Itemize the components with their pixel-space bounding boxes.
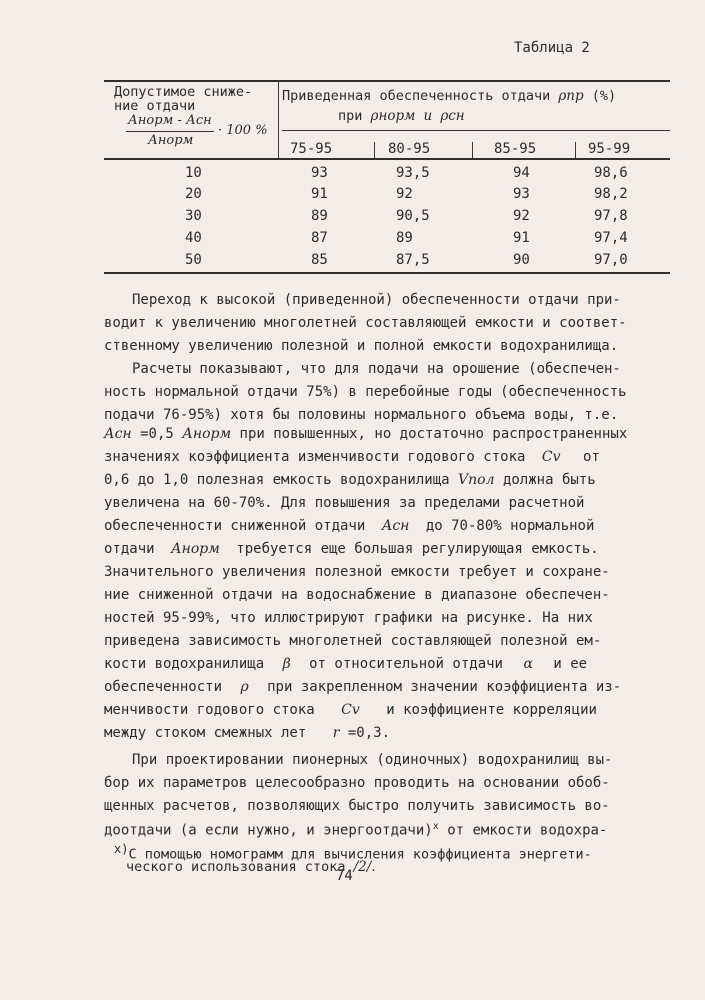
text-fragment: при повышенных, но достаточно распространенных — [239, 426, 628, 442]
header-reduction-line2: ние отдачи — [114, 98, 196, 114]
text-fragment: обеспеченности — [104, 679, 223, 695]
text-fragment: кости водохранилища — [104, 656, 265, 672]
text-line: подачи 76-95%) хотя бы половины нормального объема воды, т.е. — [104, 407, 619, 423]
table-header-bottom-rule — [104, 158, 670, 160]
subcolumn-header-3: 85-95 — [494, 141, 537, 157]
text-line — [104, 449, 600, 465]
text-line — [104, 725, 390, 741]
row-value-95-99: 97,8 — [594, 208, 628, 224]
text-fragment: от емкости водохра- — [447, 822, 608, 839]
table-caption: Таблица 2 — [514, 40, 590, 56]
row-value-95-99: 97,4 — [594, 230, 628, 246]
subcolumn-header-2: 80-95 — [388, 141, 431, 157]
subcolumn-divider-3 — [575, 142, 576, 158]
cv-symbol: Сv — [541, 449, 561, 465]
row-value-75-95: 87 — [311, 230, 328, 246]
text-fragment: должна быть — [502, 472, 596, 488]
header-and-label: и — [423, 108, 433, 124]
text-fragment: обеспеченности сниженной отдачи — [104, 518, 366, 534]
rho-symbol: ρ — [240, 679, 249, 695]
text-fragment: от — [582, 449, 600, 465]
page-number: 74 — [336, 868, 353, 884]
row-value-80-95: 87,5 — [396, 252, 430, 268]
text-line: ность нормальной отдачи 75%) в перебойные годы (обеспеченность — [104, 384, 627, 400]
header-reliability-text: Приведенная обеспеченность отдачи — [282, 88, 551, 104]
text-line: бор их параметров целесообразно проводить на основании обоб- — [104, 775, 610, 791]
row-value-85-95: 94 — [513, 165, 530, 181]
row-reduction: 10 — [185, 165, 202, 181]
text-fragment: =0,5 — [140, 426, 174, 442]
row-value-75-95: 89 — [311, 208, 328, 224]
text-line: ностей 95-99%, что иллюстрируют графики на рисунке. На них — [104, 610, 593, 626]
text-line: увеличена на 60-70%. Для повышения за пределами расчетной — [104, 495, 585, 511]
footnote-text: С помощью номограмм для вычисления коэффициента энергети- — [128, 846, 592, 863]
row-value-80-95: 92 — [396, 186, 413, 202]
text-fragment: отдачи — [104, 541, 155, 557]
text-line: водит к увеличению многолетней составляющей емкости и соответ- — [104, 315, 627, 331]
footnote-mark: x — [432, 821, 439, 832]
beta-symbol: β — [282, 656, 291, 672]
header-at-label: при — [338, 108, 363, 124]
row-value-85-95: 90 — [513, 252, 530, 268]
text-fragment: до 70-80% нормальной — [425, 518, 595, 534]
alpha-symbol: α — [523, 656, 533, 672]
table-bottom-rule — [104, 272, 670, 274]
row-value-80-95: 93,5 — [396, 165, 430, 181]
text-line — [104, 541, 599, 557]
subcolumn-header-1: 75-95 — [290, 141, 333, 157]
row-value-95-99: 98,2 — [594, 186, 628, 202]
subcolumn-header-4: 95-99 — [588, 141, 631, 157]
text-line — [104, 821, 607, 839]
text-line — [104, 656, 587, 672]
rho-pr-symbol: ρпр — [558, 88, 584, 104]
text-fragment: менчивости годового стока — [104, 702, 315, 718]
footnote-reference: /2/. — [353, 859, 376, 875]
header-reliability-title — [282, 88, 616, 104]
text-fragment: доотдачи (а если нужно, и энергоотдачи) — [104, 822, 433, 839]
row-value-80-95: 90,5 — [396, 208, 430, 224]
text-fragment: требуется еще большая регулирующая емкость. — [236, 541, 599, 557]
table-top-rule — [104, 80, 670, 82]
text-line — [104, 679, 621, 695]
a-norm-symbol: Анорм — [182, 426, 232, 442]
formula-fraction-bar — [126, 131, 214, 132]
header-reliability-unit: (%) — [591, 88, 617, 104]
header-reduction-formula-numerator: Анорм - Асн — [128, 113, 212, 128]
row-value-95-99: 97,0 — [594, 252, 628, 268]
text-line: Переход к высокой (приведенной) обеспеченности отдачи при- — [132, 292, 621, 308]
row-value-85-95: 93 — [513, 186, 530, 202]
text-fragment: значениях коэффициента изменчивости годового стока — [104, 449, 526, 465]
text-line: Значительного увеличения полезной емкости требует и сохране- — [104, 564, 610, 580]
row-value-75-95: 91 — [311, 186, 328, 202]
r-symbol: r — [332, 725, 340, 741]
header-reliability-subtitle — [338, 108, 465, 124]
rho-sn-symbol: ρсн — [440, 108, 465, 124]
subcolumn-divider-1 — [374, 142, 375, 158]
row-reduction: 30 — [185, 208, 202, 224]
text-line — [104, 472, 596, 488]
row-value-80-95: 89 — [396, 230, 413, 246]
row-reduction: 40 — [185, 230, 202, 246]
text-line: Расчеты показывают, что для подачи на орошение (обеспечен- — [132, 361, 621, 377]
text-fragment: при закрепленном значении коэффициента из- — [267, 679, 622, 695]
row-value-95-99: 98,6 — [594, 165, 628, 181]
a-sn-symbol: Асн — [381, 518, 410, 534]
text-line: При проектировании пионерных (одиночных) водохранилищ вы- — [132, 752, 613, 768]
text-line — [104, 702, 597, 718]
text-line: ственному увеличению полезной и полной емкости водохранилища. — [104, 338, 619, 354]
row-value-85-95: 92 — [513, 208, 530, 224]
text-line: щенных расчетов, позволяющих быстро получить зависимость во- — [104, 798, 610, 814]
table-subheader-rule — [282, 130, 670, 131]
text-line: приведена зависимость многолетней составляющей полезной ем- — [104, 633, 602, 649]
a-sn-symbol: Асн — [104, 426, 132, 442]
text-fragment: 0,6 до 1,0 полезная емкость водохранилища — [104, 472, 450, 488]
text-line — [104, 426, 627, 442]
header-reduction-line1: Допустимое сниже- — [114, 84, 253, 100]
table-column-divider — [278, 80, 279, 158]
text-fragment: между стоком смежных лет — [104, 725, 307, 741]
subcolumn-divider-2 — [472, 142, 473, 158]
a-norm-symbol: Анорм — [171, 541, 220, 557]
row-reduction: 50 — [185, 252, 202, 268]
header-reduction-formula-tail: · 100 % — [218, 123, 268, 138]
text-fragment: и ее — [553, 656, 588, 672]
footnote-text: ческого использования стока — [126, 859, 346, 875]
rho-norm-symbol: ρнорм — [370, 108, 416, 124]
footnote-marker: x) — [114, 842, 129, 856]
text-fragment: =0,3. — [347, 725, 391, 741]
row-value-75-95: 85 — [311, 252, 328, 268]
cv-symbol: Сv — [341, 702, 360, 718]
v-pol-symbol: Vпол — [458, 472, 495, 488]
text-line — [104, 518, 594, 534]
text-fragment: и коэффициенте корреляции — [386, 702, 597, 718]
header-reduction-formula-denominator: Анорм — [148, 133, 194, 148]
text-fragment: от относительной отдачи — [309, 656, 503, 672]
text-line: ние сниженной отдачи на водоснабжение в диапазоне обеспечен- — [104, 587, 610, 603]
row-value-85-95: 91 — [513, 230, 530, 246]
row-value-75-95: 93 — [311, 165, 328, 181]
row-reduction: 20 — [185, 186, 202, 202]
